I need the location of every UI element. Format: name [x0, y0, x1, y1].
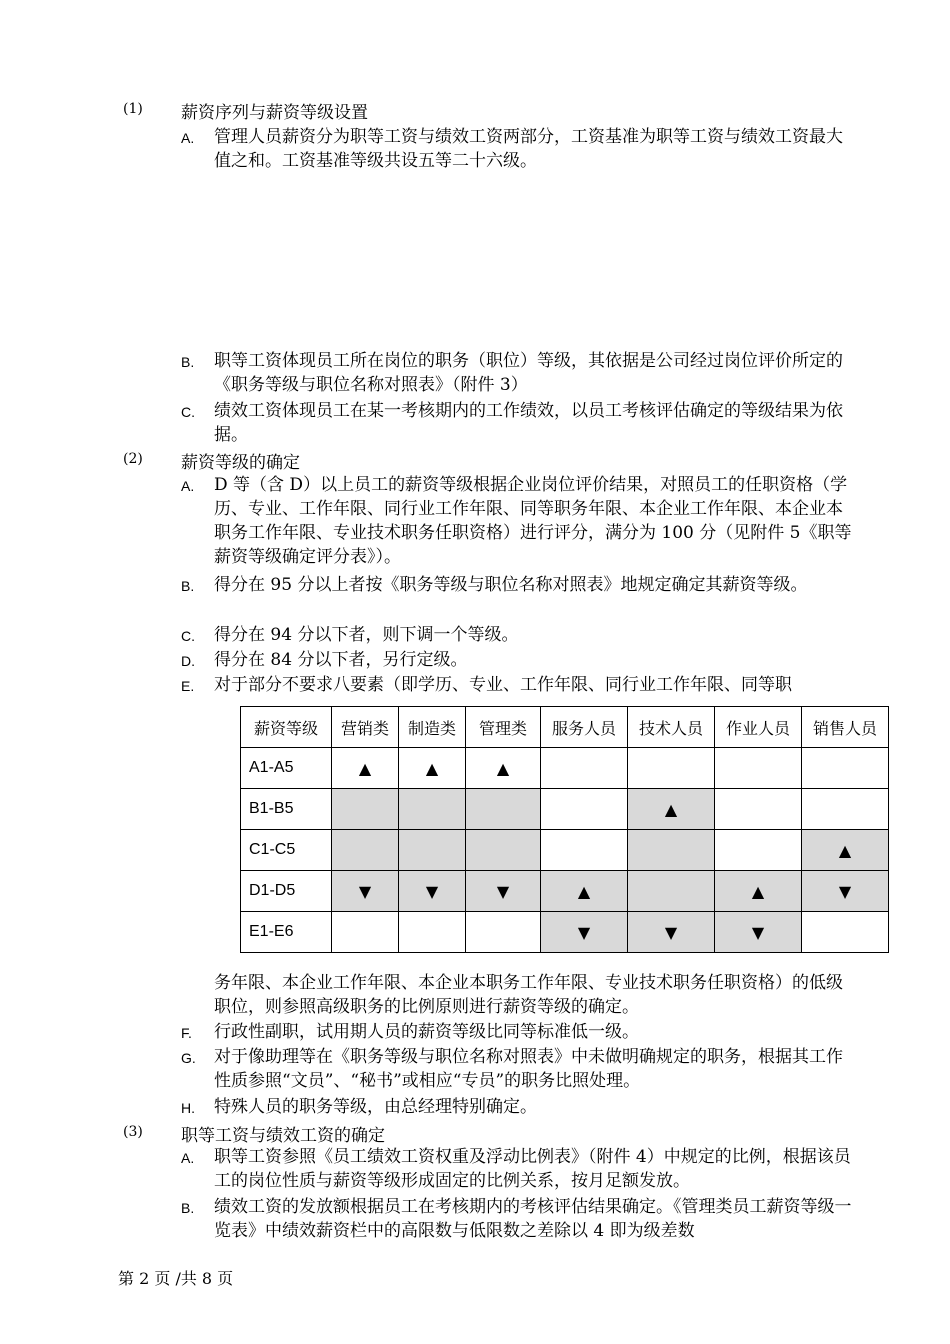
section-2-title: 薪资等级的确定 — [181, 453, 300, 473]
table-cell — [802, 748, 889, 789]
row-label: B1-B5 — [241, 789, 332, 830]
table-cell — [715, 789, 802, 830]
table-cell: ▼ — [466, 871, 541, 912]
table-cell — [332, 830, 399, 871]
item-letter: A. — [181, 130, 195, 146]
item-letter: A. — [181, 478, 195, 494]
item-letter: G. — [181, 1050, 196, 1066]
table-cell — [628, 748, 715, 789]
paragraph: 管理人员薪资分为职等工资与绩效工资两部分，工资基准为职等工资与绩效工资最大值之和。工资基准等级共设五等二十六级。 — [214, 127, 843, 171]
item-letter: A. — [181, 1150, 195, 1166]
table-cell: ▼ — [332, 871, 399, 912]
table-header: 薪资等级 — [241, 707, 332, 748]
table-cell — [715, 748, 802, 789]
item-letter: H. — [181, 1100, 195, 1116]
row-label: E1-E6 — [241, 912, 332, 953]
table-cell — [541, 830, 628, 871]
table-cell: ▲ — [332, 748, 399, 789]
grade-table — [240, 706, 889, 953]
table-row — [241, 789, 889, 830]
paragraph: 务年限、本企业工作年限、本企业本职务工作年限、专业技术职务任职资格）的低级职位，则参照高级职务的比例原则进行薪资等级的确定。 — [214, 973, 843, 1017]
table-cell: ▲ — [715, 871, 802, 912]
table-header: 管理类 — [466, 707, 541, 748]
table-cell: ▲ — [802, 830, 889, 871]
table-cell — [466, 789, 541, 830]
item-letter: C. — [181, 628, 195, 644]
paragraph: 对于像助理等在《职务等级与职位名称对照表》中未做明确规定的职务，根据其工作性质参照“文员”、“秘书”或相应“专员”的职务比照处理。 — [214, 1047, 843, 1091]
item-letter: D. — [181, 653, 195, 669]
table-header: 服务人员 — [541, 707, 628, 748]
table-header: 制造类 — [399, 707, 466, 748]
item-letter: B. — [181, 578, 195, 594]
table-header: 销售人员 — [802, 707, 889, 748]
section-3-title: 职等工资与绩效工资的确定 — [181, 1126, 385, 1146]
paragraph: 得分在 94 分以下者，则下调一个等级。 — [214, 625, 519, 645]
table-cell: ▲ — [628, 789, 715, 830]
table-header: 营销类 — [332, 707, 399, 748]
table-cell — [466, 912, 541, 953]
table-cell — [399, 789, 466, 830]
section-3-number: (3) — [123, 1124, 143, 1140]
paragraph: 得分在 84 分以下者，另行定级。 — [214, 650, 468, 670]
table-cell: ▲ — [541, 871, 628, 912]
table-cell — [399, 830, 466, 871]
item-letter: E. — [181, 678, 195, 694]
section-1-title: 薪资序列与薪资等级设置 — [181, 103, 368, 123]
table-cell — [541, 789, 628, 830]
table-row — [241, 830, 889, 871]
section-1-number: (1) — [123, 101, 143, 117]
paragraph: 职等工资体现员工所在岗位的职务（职位）等级，其依据是公司经过岗位评价所定的《职务等级与职位名称对照表》（附件 3） — [214, 351, 843, 395]
table-cell — [332, 789, 399, 830]
paragraph: 行政性副职，试用期人员的薪资等级比同等标准低一级。 — [214, 1022, 639, 1042]
paragraph: 特殊人员的职务等级，由总经理特别确定。 — [214, 1097, 537, 1117]
paragraph: 绩效工资的发放额根据员工在考核期内的考核评估结果确定。《管理类员工薪资等级一览表》中绩效薪资栏中的高限数与低限数之差除以 4 即为级差数 — [214, 1197, 852, 1241]
row-label: D1-D5 — [241, 871, 332, 912]
table-cell — [332, 912, 399, 953]
table-header-row — [241, 707, 889, 748]
table-header: 作业人员 — [715, 707, 802, 748]
table-cell — [802, 789, 889, 830]
paragraph: 得分在 95 分以上者按《职务等级与职位名称对照表》地规定确定其薪资等级。 — [214, 575, 808, 595]
table-cell: ▲ — [399, 748, 466, 789]
paragraph: D 等（含 D）以上员工的薪资等级根据企业岗位评价结果，对照员工的任职资格（学历、专业、工作年限、同行业工作年限、同等职务年限、本企业工作年限、本企业本职务工作年限、专业技术职务任职资格）进行评分，满分为 100 分（见附件 5《职等薪资等级确定评分表》）。 — [214, 475, 852, 567]
item-letter: B. — [181, 1200, 195, 1216]
page-footer: 第 2 页 /共 8 页 — [118, 1269, 234, 1288]
paragraph: 对于部分不要求八要素（即学历、专业、工作年限、同行业工作年限、同等职 — [214, 675, 792, 695]
table-cell: ▼ — [628, 912, 715, 953]
row-label: C1-C5 — [241, 830, 332, 871]
item-letter: B. — [181, 354, 195, 370]
table-cell: ▲ — [466, 748, 541, 789]
paragraph: 职等工资参照《员工绩效工资权重及浮动比例表》（附件 4）中规定的比例，根据该员工的岗位性质与薪资等级形成固定的比例关系，按月足额发放。 — [214, 1147, 851, 1191]
table-row — [241, 748, 889, 789]
item-letter: F. — [181, 1025, 192, 1041]
table-cell: ▼ — [715, 912, 802, 953]
table-cell: ▼ — [541, 912, 628, 953]
table-cell — [541, 748, 628, 789]
table-header: 技术人员 — [628, 707, 715, 748]
table-cell — [628, 871, 715, 912]
table-cell — [466, 830, 541, 871]
row-label: A1-A5 — [241, 748, 332, 789]
table-cell — [399, 912, 466, 953]
table-cell: ▼ — [802, 871, 889, 912]
table-cell: ▼ — [399, 871, 466, 912]
table-cell — [802, 912, 889, 953]
table-cell — [628, 830, 715, 871]
table-row — [241, 871, 889, 912]
item-letter: C. — [181, 404, 195, 420]
section-2-number: (2) — [123, 451, 143, 467]
table-row — [241, 912, 889, 953]
paragraph: 绩效工资体现员工在某一考核期内的工作绩效，以员工考核评估确定的等级结果为依据。 — [214, 401, 843, 445]
table-cell — [715, 830, 802, 871]
